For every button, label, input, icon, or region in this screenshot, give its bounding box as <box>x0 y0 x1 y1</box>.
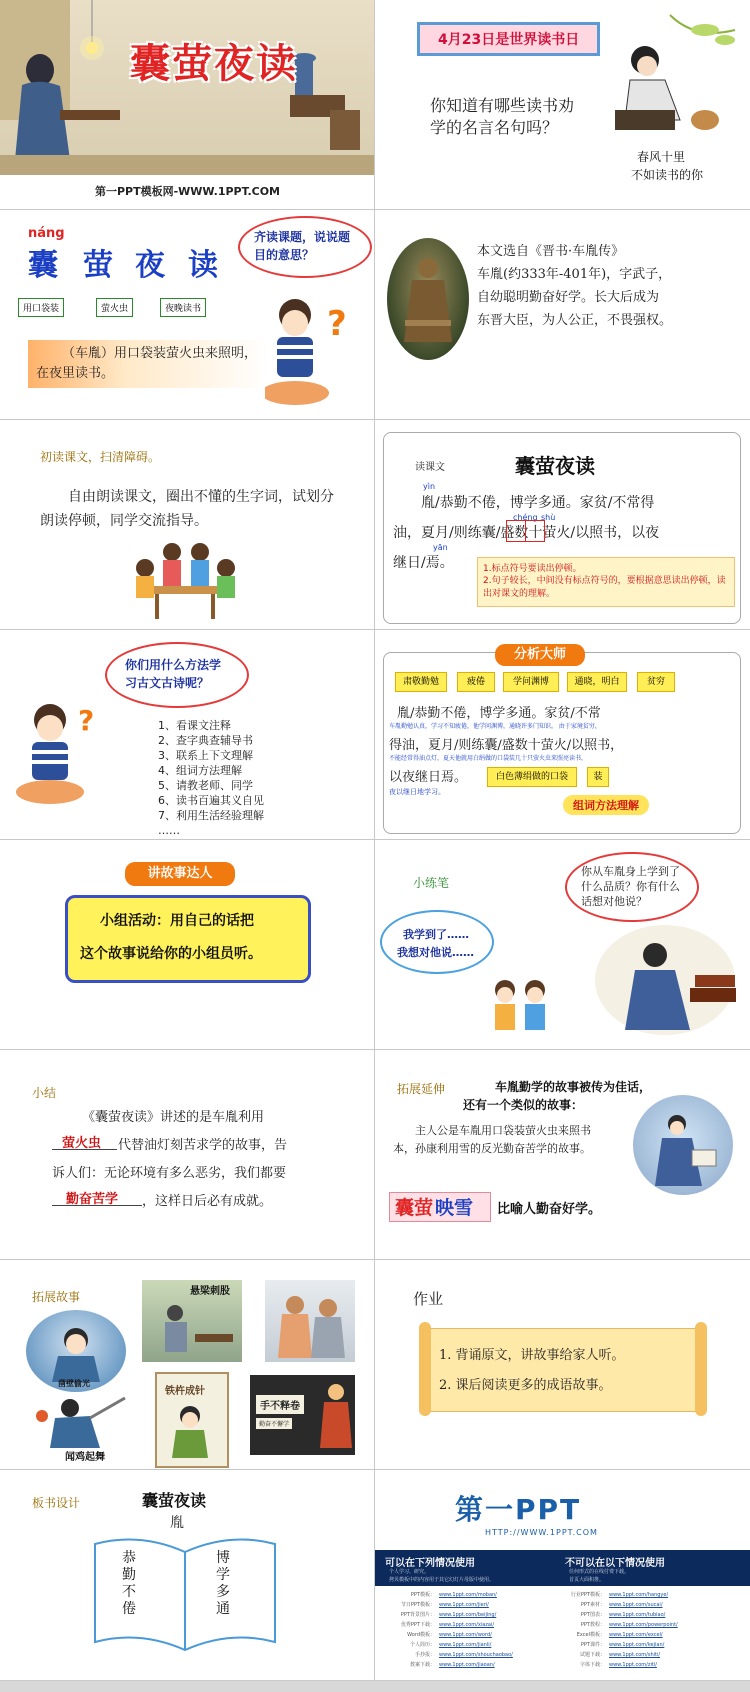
link-url[interactable]: www.1ppt.com/shiti/ <box>609 1652 661 1658</box>
method-item: 2、查字典查辅导书 <box>158 734 253 747</box>
link-row <box>395 1590 555 1600</box>
link-row <box>395 1660 555 1670</box>
heading: 板书设计 <box>32 1496 81 1510</box>
method-item: 6、读书百遍其义自见 <box>158 794 264 807</box>
board-right-text: 博学多通 <box>216 1550 230 1617</box>
summary-p3: 诉人们：无论环境有多么恶劣，我们都要 <box>52 1166 287 1181</box>
homework-item-1: 1. 背诵原文，讲故事给家人听。 <box>439 1348 625 1363</box>
method-item: …… <box>158 824 180 837</box>
reading-girl-illustration <box>585 10 750 150</box>
heading: 小练笔 <box>413 876 450 890</box>
link-url[interactable]: www.1ppt.com/ziti/ <box>609 1662 657 1668</box>
tag-tong-xiao: 通晓，明白 <box>567 672 627 692</box>
link-label: PPT背景图片： <box>400 1612 435 1618</box>
text-title: 囊萤夜读 <box>515 454 595 478</box>
logo-text: 第一PPT <box>455 1493 582 1526</box>
meaning-box: （车胤）用口袋装萤火虫来照明，在夜里读书。 <box>28 340 269 388</box>
tip-2: 2.句子较长，中间没有标点符号的，要根据意思读出停顿，读出对课文的理解。 <box>483 576 726 599</box>
intro-line-4: 东晋大臣，为人公正，不畏强权。 <box>477 313 673 328</box>
links-left <box>395 1590 555 1670</box>
link-row <box>565 1660 735 1670</box>
tie-chu-figure <box>162 1400 218 1460</box>
link-row <box>565 1600 735 1610</box>
link-row <box>395 1650 555 1660</box>
heading: 作业 <box>413 1290 444 1308</box>
link-label: 试题下载： <box>579 1652 605 1658</box>
link-row <box>395 1610 555 1620</box>
text-line-2: 得油，夏月/则练囊/盛数十萤火/以照书， <box>389 738 624 753</box>
method-banner: 组词方法理解 <box>563 795 649 815</box>
link-url[interactable]: www.1ppt.com/powerpoint/ <box>609 1622 678 1628</box>
summary-p1: 《囊萤夜读》讲述的是车胤利用 <box>82 1110 265 1125</box>
cannot-use-title: 不可以在以下情况使用 <box>565 1558 665 1569</box>
children-and-scholar-illustration <box>485 920 745 1045</box>
board-title: 囊萤夜读 <box>142 1491 207 1510</box>
link-url[interactable]: www.1ppt.com/tubiao/ <box>609 1612 666 1618</box>
method-item: 5、请教老师、同学 <box>158 779 253 792</box>
tag-bai-se-bao-juan: 白色薄绢做的口袋 <box>487 767 577 787</box>
handwriting-line-2: 不如读书的你 <box>631 168 704 182</box>
heading: 小结 <box>32 1086 57 1100</box>
translation-3: 夜以继日地学习。 <box>389 788 445 796</box>
slide-title: 囊萤夜读 <box>130 41 298 87</box>
link-row <box>565 1630 735 1640</box>
slide-13-more-stories <box>0 1260 375 1470</box>
xuan-liang-figure <box>155 1298 235 1358</box>
book-title-shou-bu-shi-juan: 手不释卷 <box>256 1395 304 1414</box>
heading: 拓展延伸 <box>397 1082 446 1096</box>
link-label: 教案下载： <box>409 1662 435 1668</box>
label-ying-huo-chong: 萤火虫 <box>96 298 133 317</box>
tag-xue-wen-yuan-bo: 学问渊博 <box>503 672 559 692</box>
link-label: Excel模板： <box>576 1632 605 1638</box>
activity-line-2: 这个故事说给你的小组员听。 <box>80 946 262 962</box>
link-row <box>565 1650 735 1660</box>
board-left-text: 恭勤不倦 <box>122 1550 136 1617</box>
intro-line-1: 本文选自《晋书·车胤传》 <box>477 244 625 259</box>
shou-bu-shi-juan-figure <box>318 1380 354 1450</box>
link-url[interactable]: www.1ppt.com/hangye/ <box>609 1592 669 1598</box>
pinyin-yan: yān <box>433 543 448 552</box>
scroll-end-right <box>695 1322 707 1416</box>
method-item: 4、组词方法理解 <box>158 764 242 777</box>
board-name: 胤 <box>170 1515 184 1531</box>
blank-1-answer: 萤火虫 <box>62 1136 102 1151</box>
title-char-2: 萤 <box>83 248 113 283</box>
link-row <box>395 1630 555 1640</box>
link-url[interactable]: www.1ppt.com/xiazai/ <box>439 1622 495 1628</box>
tip-1: 1.标点符号要读出停顿。 <box>483 564 582 574</box>
can-use-title: 可以在下列情况使用 <box>385 1558 475 1569</box>
book-subtitle-shou-bu-shi-juan: 勤奋不懈学 <box>256 1418 292 1429</box>
label-yong-kou-dai-zhuang: 用口袋装 <box>18 298 64 317</box>
scholars-figure <box>270 1290 350 1360</box>
tag-zhuang: 装 <box>587 767 609 787</box>
link-label: 字体下载： <box>579 1662 605 1668</box>
idiom-meaning: 比喻人勤奋好学。 <box>497 1202 602 1217</box>
idiom-part-a: 囊萤 <box>395 1197 434 1219</box>
intro-line-2: 车胤(约333年-401年)，字武子， <box>477 267 672 282</box>
can-use-line-2: 拷贝模板中的内容用于其它幻灯片母版中使用。 <box>389 1577 495 1583</box>
slide-15-board-design <box>0 1470 375 1680</box>
intro-line-2: 还有一个类似的故事： <box>463 1098 584 1112</box>
scroll-end-left <box>419 1322 431 1416</box>
link-label: PPT教程： <box>580 1622 605 1628</box>
cannot-use-line-1: 任何形式的在线付费下载。 <box>569 1569 630 1575</box>
link-row <box>565 1620 735 1630</box>
activity-title: 讲故事达人 <box>125 862 235 886</box>
svg-text:?: ? <box>78 704 95 737</box>
summary-p4: ，这样日后必有成就。 <box>142 1194 273 1209</box>
caption-xuan-liang-ci-gu: 悬梁刺股 <box>190 1286 230 1297</box>
link-label: 优秀PPT下载： <box>400 1622 435 1628</box>
can-use-line-1: 个人学习、研究。 <box>389 1569 430 1575</box>
handwriting-line-1: 春风十里 <box>637 150 686 164</box>
heading: 拓展故事 <box>32 1290 81 1304</box>
link-url[interactable]: www.1ppt.com/jianli/ <box>439 1642 492 1648</box>
link-url[interactable]: www.1ppt.com/excel/ <box>609 1632 663 1638</box>
cannot-use-line-2: 首页大面积推。 <box>569 1577 605 1583</box>
link-row <box>565 1640 735 1650</box>
title-char-4: 读 <box>188 248 218 283</box>
link-label: 个人简历： <box>409 1642 435 1648</box>
slide-16-credits <box>375 1470 750 1680</box>
link-row <box>565 1610 735 1620</box>
link-row <box>395 1620 555 1630</box>
slide-14-homework <box>375 1260 750 1470</box>
text-line-1: 胤/恭勤不倦，博学多通。家贫/不常得 <box>421 495 655 511</box>
link-label: PPT图表： <box>580 1612 605 1618</box>
caption-zao-bi-tou-guang: 凿壁偷光 <box>58 1379 90 1388</box>
methods-list <box>158 718 264 838</box>
link-row <box>395 1640 555 1650</box>
thinking-boy-illustration <box>10 700 100 810</box>
intro-line-1: 车胤勤学的故事被传为佳话， <box>495 1080 652 1094</box>
slide-6-read-text <box>375 420 750 630</box>
extension-body: 主人公是车胤用口袋装萤火虫来照书本，孙康利用雪的反光勤奋苦学的故事。 <box>393 1124 591 1155</box>
slide-5-first-reading <box>0 420 375 630</box>
pinyin-cheng: chéng <box>513 513 538 522</box>
open-book-outline <box>90 1532 280 1652</box>
text-line-3: 继日/焉。 <box>393 555 454 571</box>
homework-scroll <box>425 1328 702 1412</box>
link-url[interactable]: www.1ppt.com/sucai/ <box>609 1602 663 1608</box>
link-url[interactable]: www.1ppt.com/moban/ <box>439 1592 497 1598</box>
link-url[interactable]: www.1ppt.com/beijing/ <box>439 1612 497 1618</box>
tag-su-jing-qin-mian: 肃敬勤勉 <box>395 672 447 692</box>
statue-figure <box>397 250 459 350</box>
title-char-3: 夜 <box>135 248 165 283</box>
slide-11-summary <box>0 1050 375 1260</box>
translation-2: 不能经常得油点灯，夏天他就用白绢做的口袋装几十只萤火虫来照亮读书， <box>389 755 588 762</box>
link-label: Word模板： <box>407 1632 435 1638</box>
instructions: 自由朗读课文，圈出不懂的生字词，试划分朗读停顿，同学交流指导。 <box>40 489 334 529</box>
study-group-illustration <box>130 538 240 623</box>
question-text: 你知道有哪些读书劝学的名言名句吗？ <box>430 96 575 137</box>
caption-wen-ji-qi-wu: 闻鸡起舞 <box>65 1452 105 1463</box>
pinyin-yin: yìn <box>423 482 436 491</box>
reading-day-tag: 4月23日是世界读书日 <box>417 22 600 56</box>
link-row <box>395 1600 555 1610</box>
read-label: 读课文 <box>415 462 445 473</box>
link-label: PPT模板： <box>410 1592 435 1598</box>
footer-text: 第一PPT模板网-WWW.1PPT.COM <box>94 185 281 198</box>
bubble-text: 你们用什么方法学习古文古诗呢？ <box>125 658 222 690</box>
method-item: 7、利用生活经验理解 <box>158 809 264 822</box>
link-label: 手抄报： <box>414 1652 435 1658</box>
heading: 初读课文，扫清障碍。 <box>40 450 161 464</box>
blank-2-answer: 勤奋苦学 <box>66 1192 119 1207</box>
banner: 分析大师 <box>495 644 585 666</box>
cloud-line-2: 我想对他说…… <box>397 946 474 959</box>
link-url[interactable]: www.1ppt.com/jiaoan/ <box>439 1662 495 1668</box>
tag-pi-juan: 疲倦 <box>457 672 495 692</box>
circled-cheng <box>506 520 526 542</box>
activity-line-1: 小组活动：用自己的话把 <box>100 913 254 929</box>
summary-p2: 代替油灯刻苦求学的故事，告 <box>118 1138 288 1153</box>
intro-line-3: 自幼聪明勤奋好学。长大后成为 <box>477 290 660 305</box>
slide-1-title <box>0 0 375 210</box>
slide-9-storytelling <box>0 840 375 1050</box>
link-label: 行业PPT模板： <box>570 1592 605 1598</box>
text-line-1: 胤/恭勤不倦，博学多通。家贫/不常 <box>397 706 601 721</box>
link-label: 节日PPT模板： <box>400 1602 435 1608</box>
slide-3-title-meaning <box>0 210 375 420</box>
thinking-boy-illustration <box>265 295 365 415</box>
link-url[interactable]: www.1ppt.com/shouchaobao/ <box>439 1652 513 1658</box>
idiom-part-b: 映雪 <box>435 1197 474 1219</box>
title-char-1: 囊 <box>28 248 58 283</box>
bubble-text: 齐读课题，说说题目的意思？ <box>254 230 351 262</box>
text-line-2: 油，夏月/则练囊/盛数十萤火/以照书，以夜 <box>393 525 660 541</box>
logo-url: HTTP://WWW.1PPT.COM <box>485 1528 598 1537</box>
links-right <box>565 1590 735 1670</box>
pinyin-shu: shù <box>541 513 556 522</box>
translation-1: 车胤勤勉认真，学习不知疲倦，他学问渊博，通晓许多门知识。 由于家境贫穷， <box>389 723 601 730</box>
activity-box <box>65 895 311 983</box>
label-ye-wan-du-shu: 夜晚读书 <box>160 298 206 317</box>
homework-item-2: 2. 课后阅读更多的成语故事。 <box>439 1378 612 1393</box>
slide-8-analysis <box>375 630 750 840</box>
slide-2-reading-day <box>375 0 750 210</box>
slide-4-author-intro <box>375 210 750 420</box>
pinyin-nang: náng <box>28 226 65 241</box>
circled-shu <box>525 520 545 542</box>
cloud-line-1: 我学到了…… <box>403 928 469 941</box>
text-line-3: 以夜继日焉。 <box>389 770 468 785</box>
speech-cloud-left <box>380 910 494 974</box>
link-label: PPT课件： <box>580 1642 605 1648</box>
slide-12-extension <box>375 1050 750 1260</box>
method-item: 3、联系上下文理解 <box>158 749 253 762</box>
book-title-tie-chu: 铁杵成针 <box>165 1386 205 1397</box>
link-url[interactable]: www.1ppt.com/jieri/ <box>439 1602 489 1608</box>
bubble-right-text: 你从车胤身上学到了什么品质？你有什么话想对他说？ <box>581 865 680 908</box>
method-item: 1、看课文注释 <box>158 719 231 732</box>
link-label: PPT素材： <box>580 1602 605 1608</box>
link-url[interactable]: www.1ppt.com/word/ <box>439 1632 492 1638</box>
slide-10-practice <box>375 840 750 1050</box>
svg-text:?: ? <box>327 304 347 344</box>
tag-pin-qiong: 贫穷 <box>637 672 675 692</box>
boy-reading-figure <box>46 1322 106 1382</box>
link-row <box>565 1590 735 1600</box>
slide-7-study-methods <box>0 630 375 840</box>
link-url[interactable]: www.1ppt.com/kejian/ <box>609 1642 665 1648</box>
snow-scholar-figure <box>647 1110 722 1190</box>
